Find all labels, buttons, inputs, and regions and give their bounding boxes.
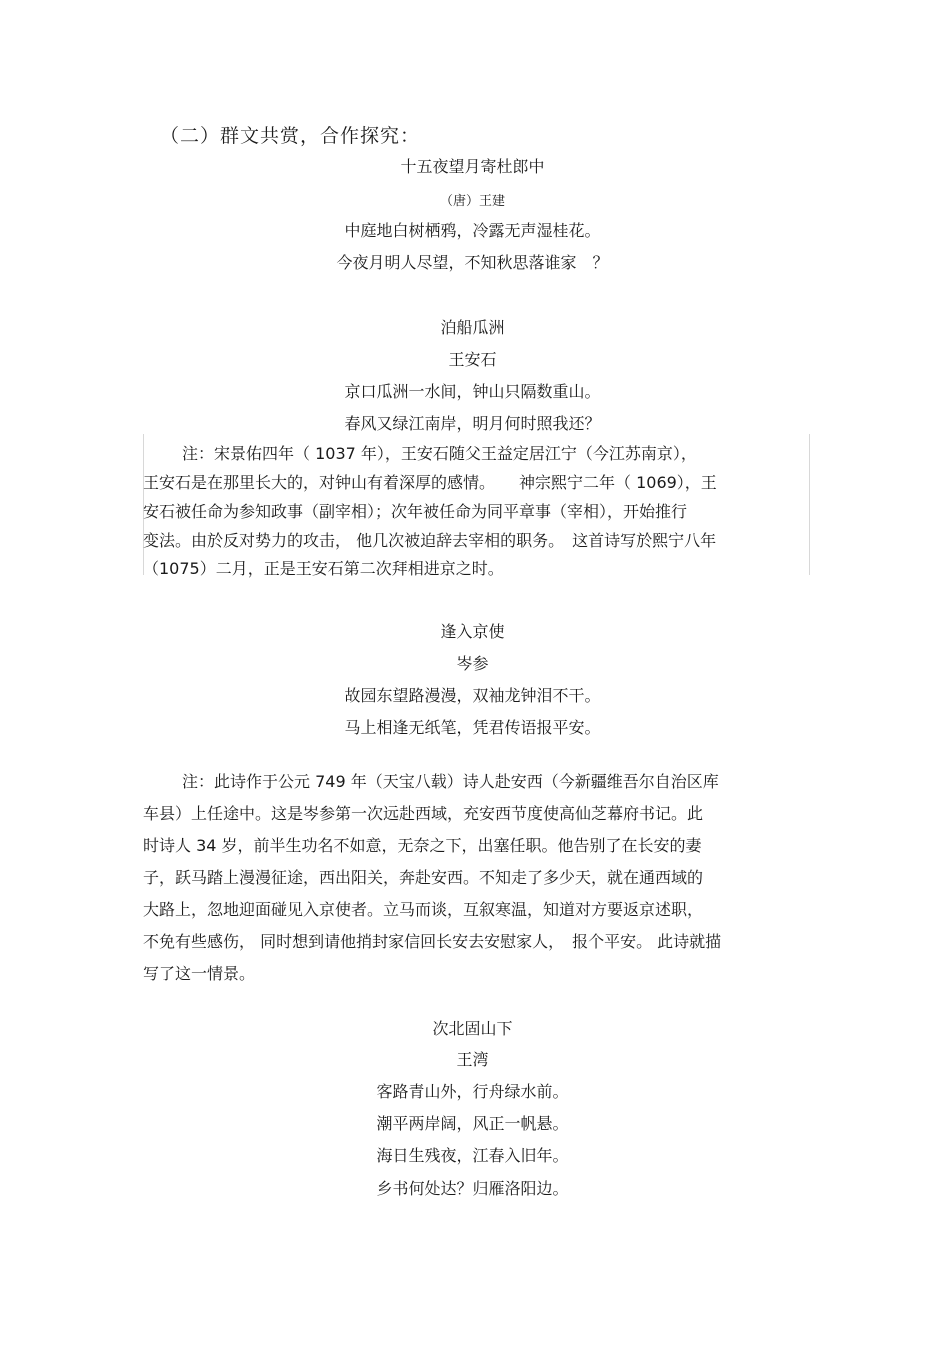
poem-title: 十五夜望月寄杜郎中 [400, 157, 545, 176]
poem-title: 泊船瓜洲 [440, 318, 505, 337]
poem-author: 岑参 [456, 654, 489, 673]
note-line: 写了这一情景。 [143, 964, 256, 983]
poem-author: 王湾 [456, 1050, 489, 1069]
poem-line: 潮平两岸阔，风正一帆悬。 [376, 1114, 569, 1133]
note-line: 注：宋景佑四年（ 1037 年），王安石随父王益定居江宁（今江苏南京）， [182, 444, 697, 463]
note-line: 时诗人 34 岁，前半生功名不如意，无奈之下，出塞任职。他告别了在长安的妻 [143, 836, 702, 855]
poem-line: 故园东望路漫漫，双袖龙钟泪不干。 [344, 686, 601, 705]
note-line: 子，跃马踏上漫漫征途，西出阳关，奔赴安西。不知走了多少天，就在通西域的 [143, 868, 704, 887]
note-line: （1075）二月，正是王安石第二次拜相进京之时。 [143, 559, 504, 578]
poem-author: （唐）王建 [439, 194, 505, 209]
poem-line: 客路青山外，行舟绿水前。 [376, 1082, 569, 1101]
poem-line: 京口瓜洲一水间，钟山只隔数重山。 [344, 382, 601, 401]
note-line: 王安石是在那里长大的，对钟山有着深厚的感情。 神宗熙宁二年（ 1069），王 [143, 473, 717, 492]
poem-title: 次北固山下 [432, 1019, 513, 1038]
poem-line: 海日生残夜，江春入旧年。 [376, 1146, 569, 1165]
note-line: 不免有些感伤， 同时想到请他捎封家信回长安去安慰家人， 报个平安。 此诗就描 [143, 932, 722, 951]
note-line: 车县）上任途中。这是岑参第一次远赴西域，充安西节度使高仙芝幕府书记。此 [143, 804, 704, 823]
poem-line: 马上相逢无纸笔，凭君传语报平安。 [344, 718, 601, 737]
note-line: 变法。由於反对势力的攻击， 他几次被迫辞去宰相的职务。 这首诗写於熙宁八年 [143, 531, 717, 550]
poem-line: 今夜月明人尽望，不知秋思落谁家 ？ [336, 253, 609, 272]
poem-line: 春风又绿江南岸，明月何时照我还？ [344, 414, 601, 433]
poem-author: 王安石 [448, 350, 497, 369]
note-line: 大路上，忽地迎面碰见入京使者。立马而谈，互叙寒温，知道对方要返京述职， [143, 900, 704, 919]
poem-line: 中庭地白树栖鸦，冷露无声湿桂花。 [344, 221, 601, 240]
poem-line: 乡书何处达？归雁洛阳边。 [376, 1179, 569, 1198]
section-title: （二）群文共赏，合作探究： [160, 125, 421, 147]
note-line: 注：此诗作于公元 749 年（天宝八载）诗人赴安西（今新疆维吾尔自治区库 [182, 772, 719, 791]
poem-title: 逢入京使 [440, 622, 505, 641]
note-line: 安石被任命为参知政事（副宰相）；次年被任命为同平章事（宰相），开始推行 [143, 502, 688, 521]
